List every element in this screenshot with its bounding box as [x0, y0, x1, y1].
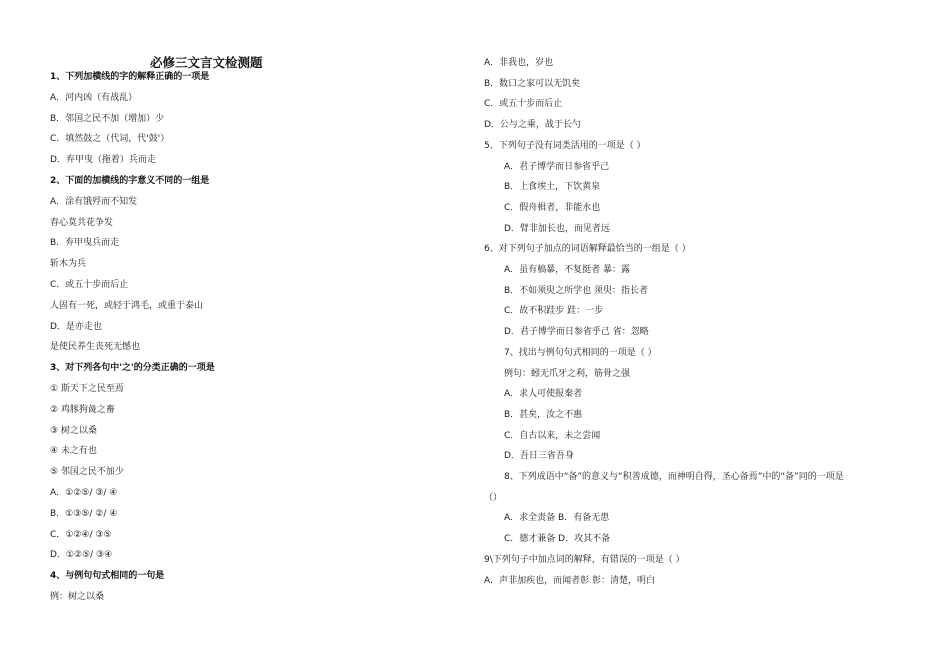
- right-line: 8、下列成语中“备”的意义与“积善成德，而神明自得，圣心备焉”中的“备”同的一项是: [504, 472, 844, 482]
- left-line: C．填然鼓之（代词，代'鼓'）: [50, 134, 170, 145]
- right-line: 9\下列句子中加点词的解释，有错误的一项是（ ）: [484, 554, 685, 565]
- left-line: ② 鸡豚狗彘之畜: [50, 404, 115, 415]
- right-line: D．臂非加长也，而见者远: [504, 223, 610, 234]
- right-line: A．声非加疾也，而闻者彰 彰：清楚，明白: [484, 575, 656, 586]
- right-line: D．公与之乘，战于长勺: [484, 120, 581, 131]
- left-line: B．邻国之民不加（增加）少: [50, 113, 165, 124]
- left-line: 斩木为兵: [50, 259, 87, 270]
- right-line: B．上食埃土，下饮黄泉: [504, 182, 601, 193]
- right-line: C．自古以来，未之尝闻: [504, 430, 601, 441]
- left-line: 3、对下列各句中'之'的分类正确的一项是: [50, 363, 215, 374]
- left-line: ④ 未之有也: [50, 446, 97, 457]
- left-line: A．河内凶（有战乱）: [50, 92, 138, 103]
- left-line: ⑤ 邻国之民不加少: [50, 467, 124, 478]
- page-title: 必修三文言文检测题: [150, 55, 263, 70]
- right-line: 5、下列句子没有词类活用的一项是（ ）: [484, 140, 646, 151]
- left-line: D．①②⑤/ ③④: [50, 550, 113, 561]
- left-line: 1、下列加横线的字的解释正确的一项是: [50, 72, 210, 82]
- right-line: C．德才兼备 D．攻其不备: [504, 534, 611, 545]
- right-line: B．甚矣，汝之不惠: [504, 409, 583, 420]
- right-line: 7、找出与例句句式相同的一项是（ ）: [504, 347, 657, 358]
- left-line: ① 斯天下之民至焉: [50, 384, 124, 394]
- right-line: A．非我也，岁也: [484, 58, 554, 68]
- right-line: C．故不积跬步 跬：一步: [504, 306, 604, 317]
- left-line: A．涂有饿殍而不知发: [50, 196, 138, 207]
- right-line: C．假舟楫者，非能水也: [504, 202, 601, 213]
- right-line: B．数口之家可以无饥矣: [484, 78, 581, 89]
- left-line: D．弃甲曳（拖着）兵而走: [50, 155, 156, 166]
- left-line: 是使民养生丧死无憾也: [50, 342, 141, 353]
- right-line: C．或五十步而后止: [484, 99, 563, 110]
- right-line: D．吾日三省吾身: [504, 451, 574, 462]
- left-line: 春心莫共花争发: [50, 217, 114, 228]
- right-line: A．虽有槁暴，不复挺者 暴：露: [504, 265, 631, 275]
- right-line: （）: [484, 492, 503, 503]
- right-line: 例句：蚓无爪牙之利，筋骨之强: [504, 368, 631, 379]
- left-line: A．①②⑤/ ③/ ④: [50, 488, 118, 498]
- left-line: D．是亦走也: [50, 321, 102, 332]
- right-line: 6、对下列句子加点的词语解释最恰当的一组是（ ）: [484, 244, 691, 255]
- left-line: C．①②④/ ③⑤: [50, 529, 112, 540]
- left-line: 4、与例句句式相同的一句是: [50, 571, 165, 582]
- left-line: B．①③⑤/ ②/ ④: [50, 508, 118, 519]
- right-line: B．不如须臾之所学也 须臾：指长者: [504, 285, 649, 296]
- left-line: 人固有一死，或轻于鸿毛，或重于泰山: [50, 300, 204, 311]
- left-line: ③ 树之以桑: [50, 425, 97, 436]
- right-line: A．求人可使报秦者: [504, 389, 583, 400]
- left-line: B．弃甲曳兵而走: [50, 238, 120, 249]
- left-line: 2、下面的加横线的字意义不同的一组是: [50, 176, 210, 186]
- left-line: 例：树之以桑: [50, 592, 105, 602]
- left-line: C．或五十步而后止: [50, 280, 129, 290]
- right-line: D．君子博学而日参省乎己 省：忽略: [504, 327, 649, 338]
- right-line: A．君子博学而日参省乎己: [504, 161, 610, 172]
- right-line: A．求全责备 B．有备无患: [504, 513, 610, 524]
